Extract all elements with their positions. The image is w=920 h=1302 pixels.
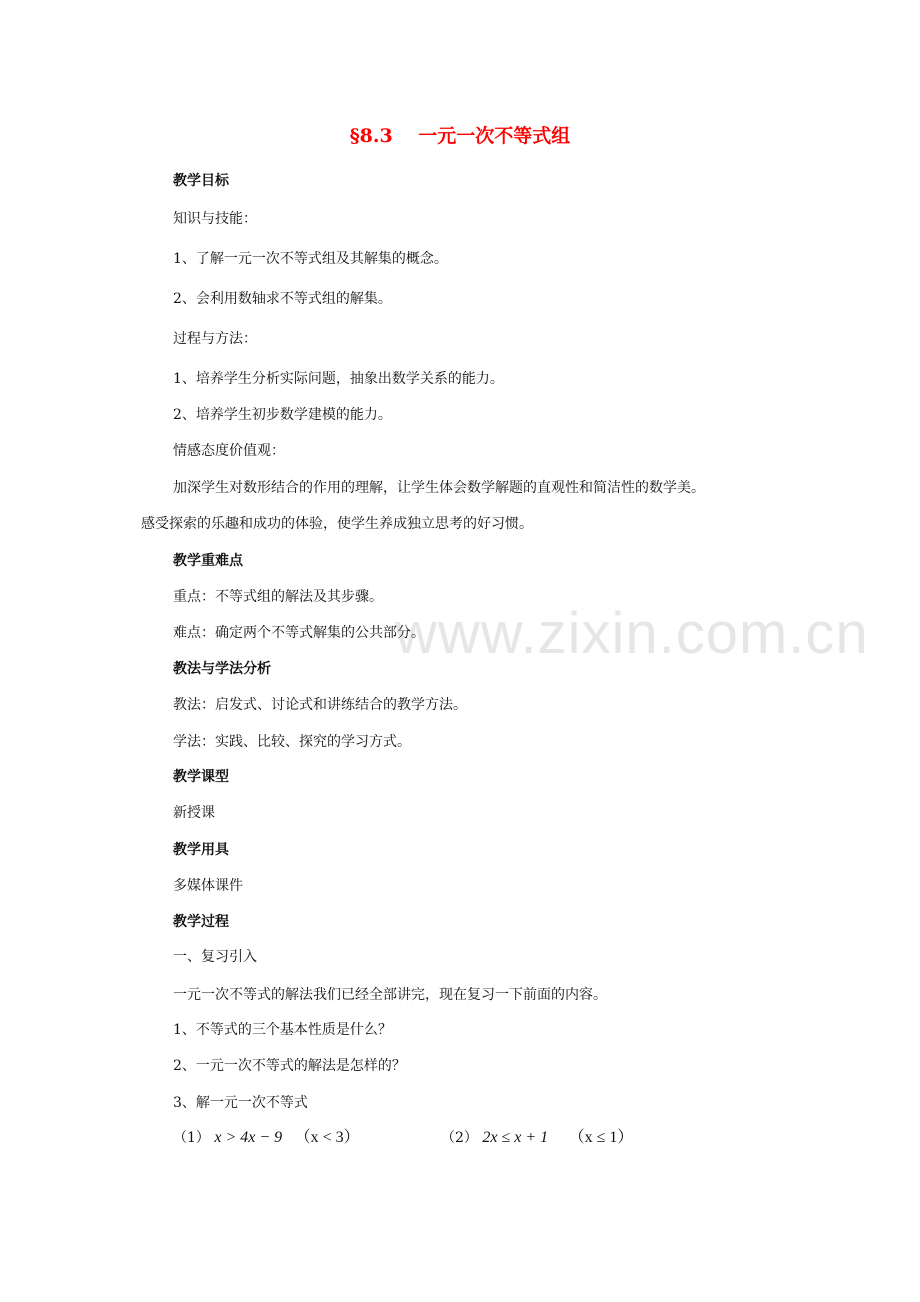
emotion-label: 情感态度价值观：	[173, 443, 285, 459]
question-2: 2、一元一次不等式的解法是怎样的？	[173, 1058, 406, 1074]
goal-heading: 教学目标	[173, 173, 229, 189]
difficult-point: 难点：确定两个不等式解集的公共部分。	[173, 625, 425, 641]
exercise-2	[441, 1129, 633, 1147]
method-heading: 教法与学法分析	[173, 661, 271, 677]
process-heading: 教学过程	[173, 914, 229, 930]
learn-method: 学法：实践、比较、探究的学习方式。	[173, 734, 411, 750]
emotion-text-line-1: 加深学生对数形结合的作用的理解，让学生体会数学解题的直观性和简洁性的数学美。	[173, 480, 705, 496]
exercise-2-answer: （x ≤ 1）	[568, 1129, 634, 1146]
teach-method: 教法：启发式、讨论式和讲练结合的教学方法。	[173, 697, 467, 713]
process-label: 过程与方法：	[173, 331, 257, 347]
question-3: 3、解一元一次不等式	[173, 1095, 308, 1111]
watermark: www.zixin.com.cn	[395, 601, 869, 666]
review-intro: 一元一次不等式的解法我们已经全部讲完，现在复习一下前面的内容。	[173, 987, 607, 1003]
exercise-1-expression: x > 4x − 9	[214, 1129, 283, 1146]
exercise-2-expression: 2x ≤ x + 1	[482, 1129, 549, 1146]
knowledge-item-2: 2、会利用数轴求不等式组的解集。	[173, 291, 392, 307]
key-heading: 教学重难点	[173, 553, 243, 569]
process-item-2: 2、培养学生初步数学建模的能力。	[173, 407, 392, 423]
exercise-1	[173, 1129, 360, 1147]
key-point: 重点：不等式组的解法及其步骤。	[173, 589, 383, 605]
process-item-1: 1、培养学生分析实际问题，抽象出数学关系的能力。	[173, 371, 504, 387]
emotion-text-line-2: 感受探索的乐趣和成功的体验，使学生养成独立思考的好习惯。	[141, 516, 533, 532]
review-label: 一、复习引入	[173, 949, 257, 965]
tools-value: 多媒体课件	[173, 878, 243, 894]
exercise-1-number: （1）	[173, 1130, 210, 1146]
knowledge-label: 知识与技能：	[173, 211, 257, 227]
knowledge-item-1: 1、了解一元一次不等式组及其解集的概念。	[173, 251, 448, 267]
type-heading: 教学课型	[173, 769, 229, 785]
page-title: §8.3 一元一次不等式组	[349, 125, 571, 147]
type-value: 新授课	[173, 805, 215, 821]
exercise-2-number: （2）	[441, 1130, 478, 1146]
tools-heading: 教学用具	[173, 842, 229, 858]
exercise-1-answer: （x < 3）	[294, 1129, 360, 1146]
question-1: 1、不等式的三个基本性质是什么？	[173, 1022, 392, 1038]
